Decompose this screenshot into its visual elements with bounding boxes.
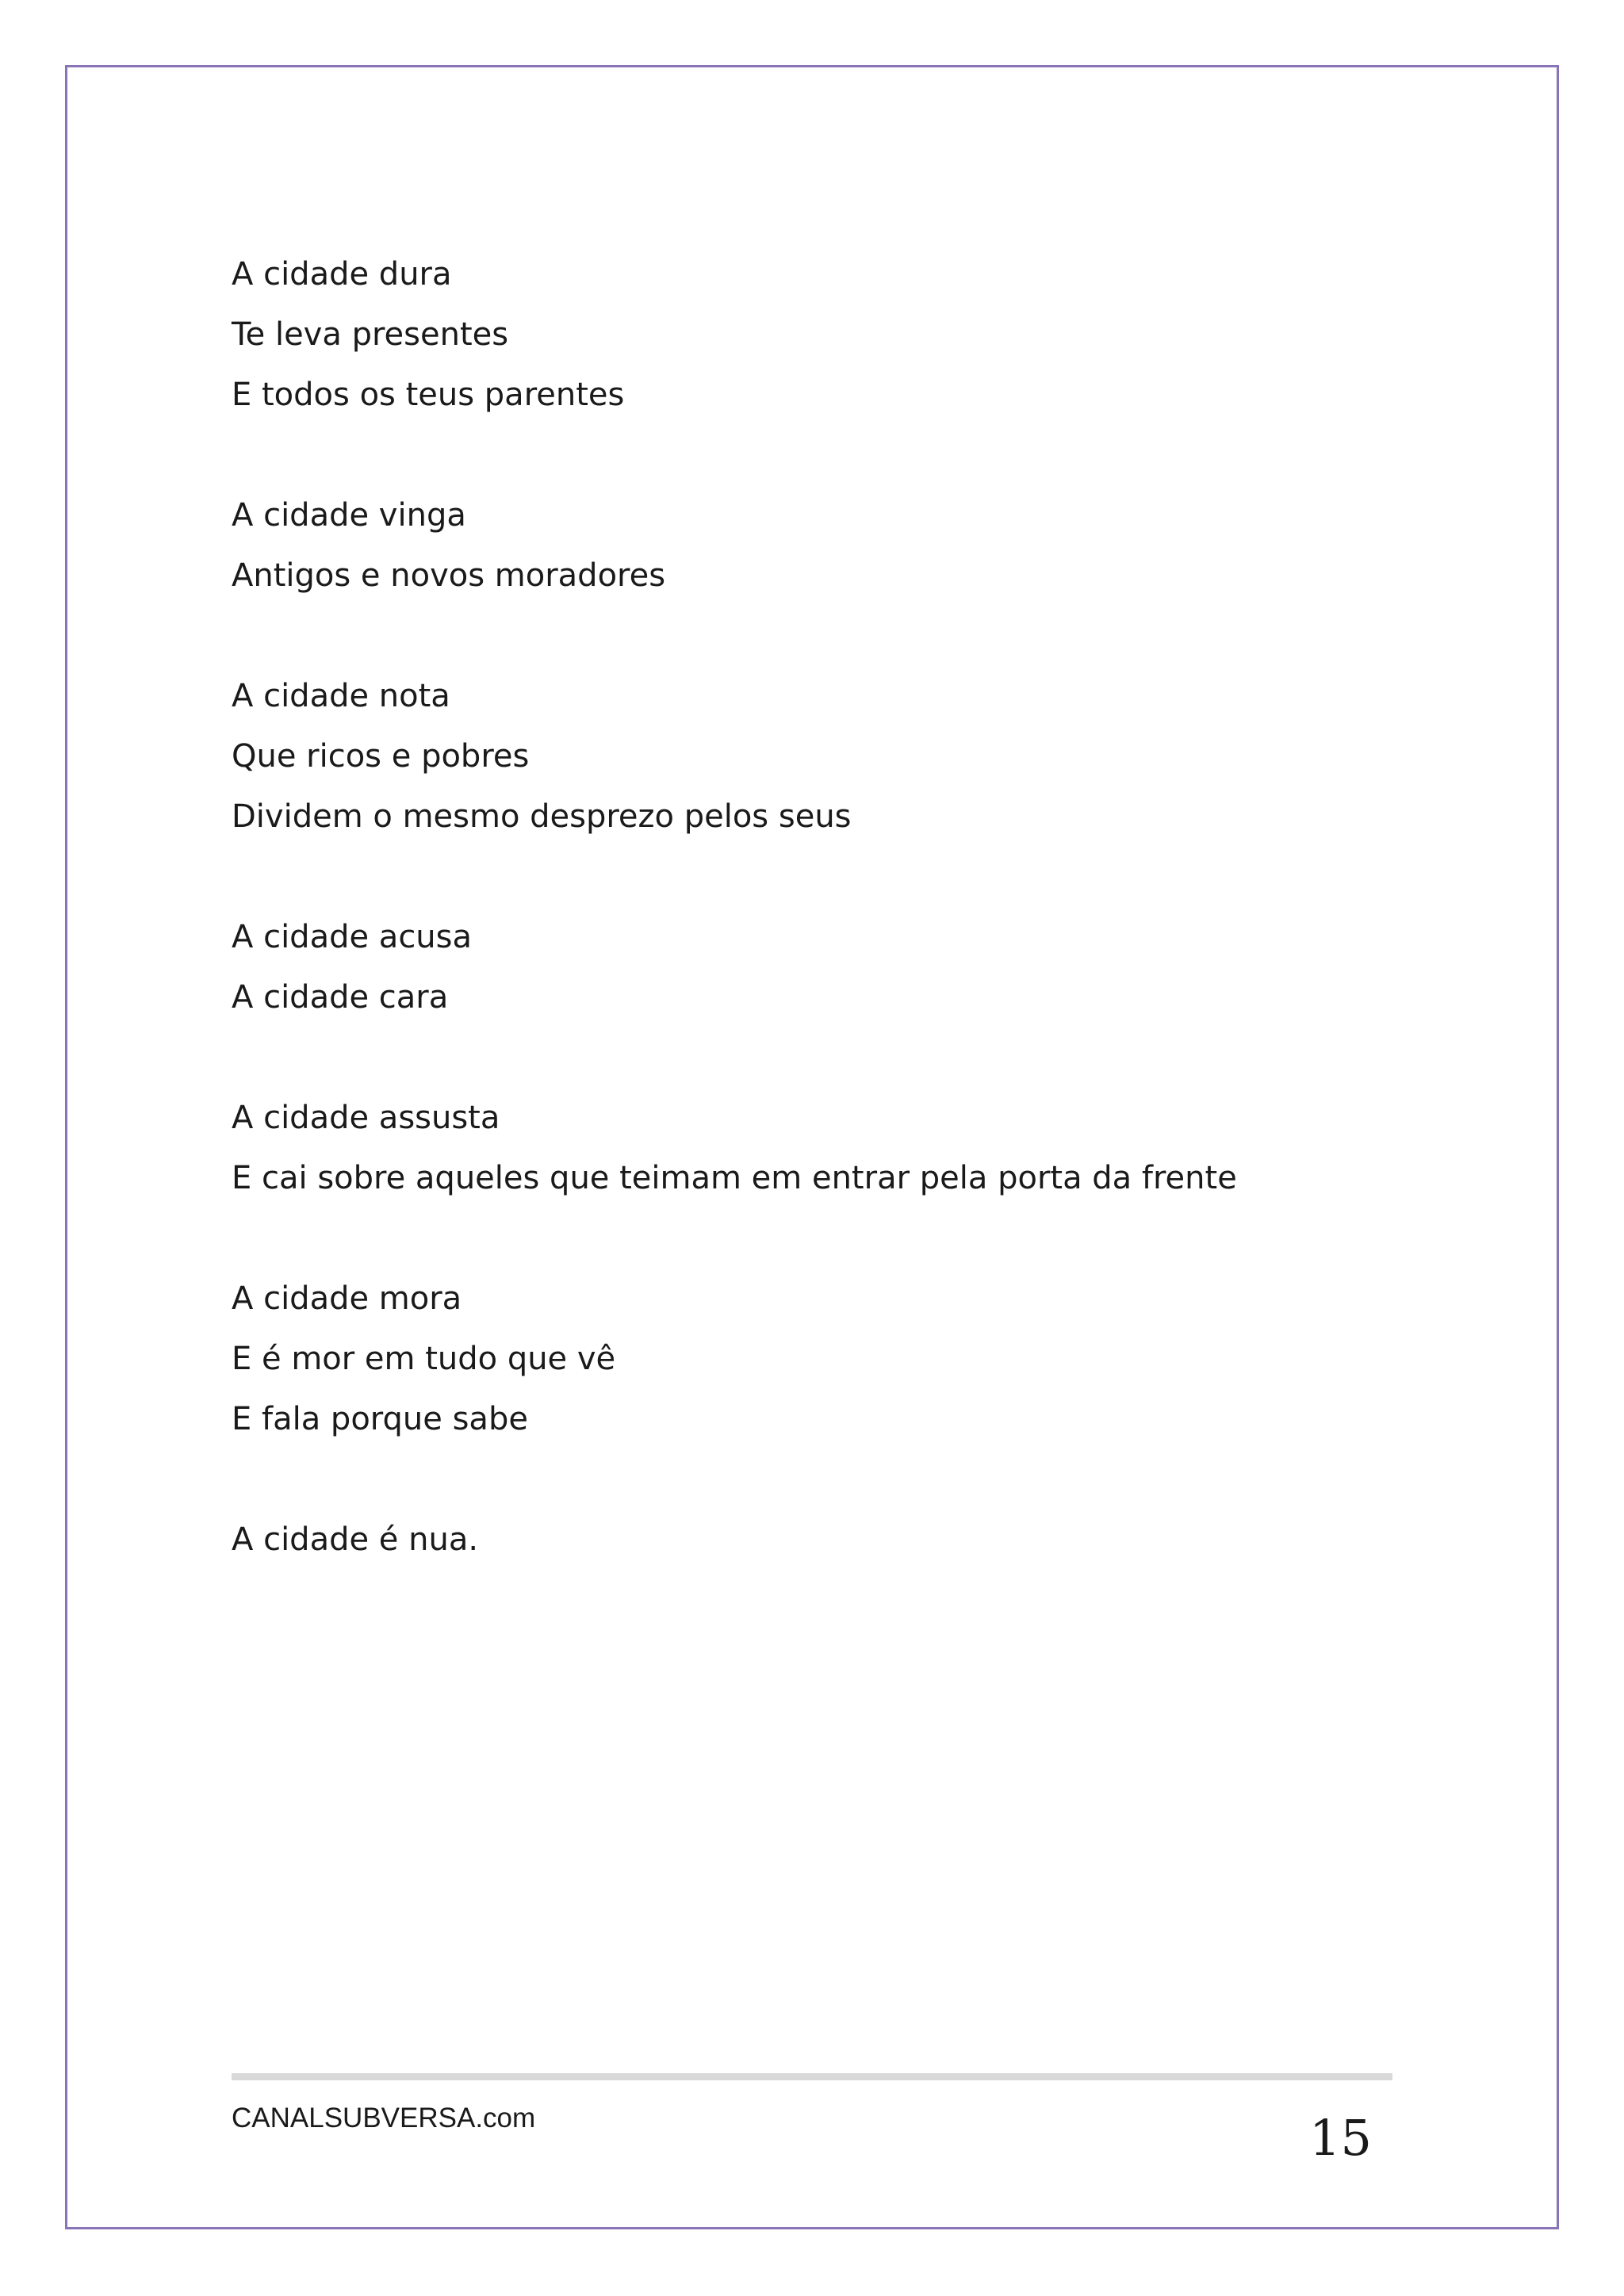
poem-line: A cidade mora <box>232 1280 462 1317</box>
poem-line: Dividem o mesmo desprezo pelos seus <box>232 798 852 835</box>
poem-line: E fala porque sabe <box>232 1401 528 1437</box>
stanza-2 <box>232 492 1421 612</box>
poem-line: A cidade cara <box>232 979 449 1016</box>
poem-line: Te leva presentes <box>232 316 509 353</box>
poem-line: E é mor em tudo que vê <box>232 1341 616 1377</box>
stanza-1 <box>232 251 1421 431</box>
poem-line: A cidade dura <box>232 256 452 293</box>
stanza-5 <box>232 1094 1421 1215</box>
poem-line: Que ricos e pobres <box>232 738 530 775</box>
poem-line: E todos os teus parentes <box>232 377 625 413</box>
poem <box>232 251 1421 1636</box>
poem-line: Antigos e novos moradores <box>232 557 666 594</box>
stanza-3 <box>232 672 1421 853</box>
poem-line: A cidade acusa <box>232 919 473 955</box>
footer-divider <box>232 2073 1392 2080</box>
stanza-4 <box>232 913 1421 1034</box>
poem-line: A cidade assusta <box>232 1100 500 1136</box>
poem-line: A cidade é nua. <box>232 1521 479 1558</box>
stanza-6 <box>232 1275 1421 1456</box>
stanza-7 <box>232 1516 1421 1576</box>
footer-site-name: CANALSUBVERSA.com <box>232 2103 536 2133</box>
poem-line: A cidade vinga <box>232 497 466 534</box>
page-number: 15 <box>1309 2109 1372 2167</box>
poem-line: E cai sobre aqueles que teimam em entrar pela porta da frente <box>232 1160 1237 1196</box>
poem-line: A cidade nota <box>232 678 450 714</box>
